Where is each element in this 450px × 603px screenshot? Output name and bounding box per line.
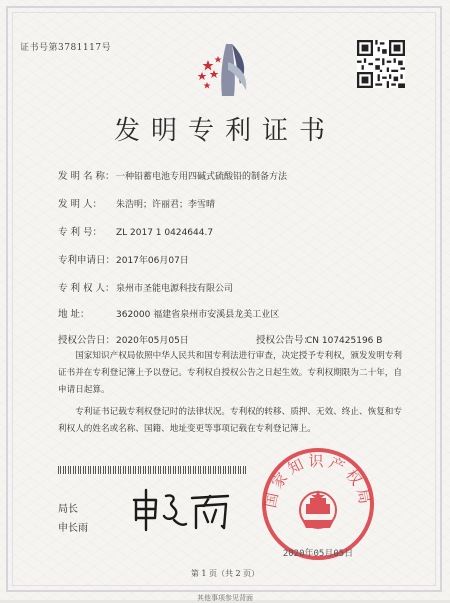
- field-label: 地 址：: [58, 309, 90, 320]
- field-invention-name: [58, 168, 287, 182]
- field-label: 专利申请日：: [58, 255, 116, 266]
- field-label: 专 利 号：: [58, 227, 103, 238]
- certificate-title: 发明专利证书: [113, 116, 336, 146]
- qr-code-icon: [357, 40, 405, 88]
- field-value: 朱浩明；许丽君；李雪晴: [116, 200, 216, 210]
- certificate-number: 证书号第3781117号: [20, 43, 112, 53]
- official-seal: [258, 444, 378, 564]
- field-value: 泉州市圣能电源科技有限公司: [116, 284, 234, 294]
- handwritten-signature: [126, 486, 236, 534]
- field-grant-date: [58, 332, 189, 346]
- field-label: 发 明 名 称：: [58, 171, 115, 182]
- field-value: 一种铅蓄电池专用四碱式硫酸铅的制备方法: [116, 172, 288, 182]
- legal-paragraph-2: 专利证书记载专利权登记时的法律状况。专利权的转移、质押、无效、终止、恢复和专利权人的姓名或名称、国籍、地址变更等事项记载在专利登记簿上。: [58, 407, 402, 434]
- seal-text: 国家知识产权局: [261, 452, 375, 510]
- cnipa-logo-icon: [192, 40, 272, 102]
- field-label: 专 利 权 人：: [58, 283, 115, 294]
- field-value: 2020年05月05日: [116, 336, 189, 346]
- page-footer: 第 1 页（共 2 页）: [190, 569, 260, 578]
- signatory-name: 申长雨: [58, 523, 88, 534]
- field-filing-date: [58, 252, 189, 266]
- field-value: CN 107425196 B: [306, 336, 383, 346]
- field-value: 362000 福建省泉州市安溪县龙美工业区: [116, 310, 280, 320]
- signatory-role: 局长: [58, 504, 78, 515]
- field-value: ZL 2017 1 0424644.7: [116, 228, 214, 238]
- bottom-note: 其他事项参见背面: [197, 594, 253, 602]
- field-patentee: [58, 280, 233, 294]
- field-value: 2017年06月07日: [116, 256, 189, 266]
- seal-date: 2020年05月05日: [282, 549, 354, 559]
- field-label: 授权公告号：: [256, 335, 314, 346]
- field-inventors: [58, 196, 215, 210]
- field-label: 授权公告日：: [58, 335, 116, 346]
- field-grant-number: [256, 332, 382, 346]
- legal-paragraph-1: 国家知识产权局依照中华人民共和国专利法进行审查，决定授予专利权，颁发发明专利证书并在专利登记簿上予以登记。专利权自授权公告之日起生效。专利权期限为二十年，自申请日起算。: [58, 351, 402, 395]
- field-patent-number: [58, 224, 213, 238]
- barcode-strip: [58, 466, 246, 474]
- field-label: 发 明 人：: [58, 199, 103, 210]
- field-address: [58, 306, 279, 320]
